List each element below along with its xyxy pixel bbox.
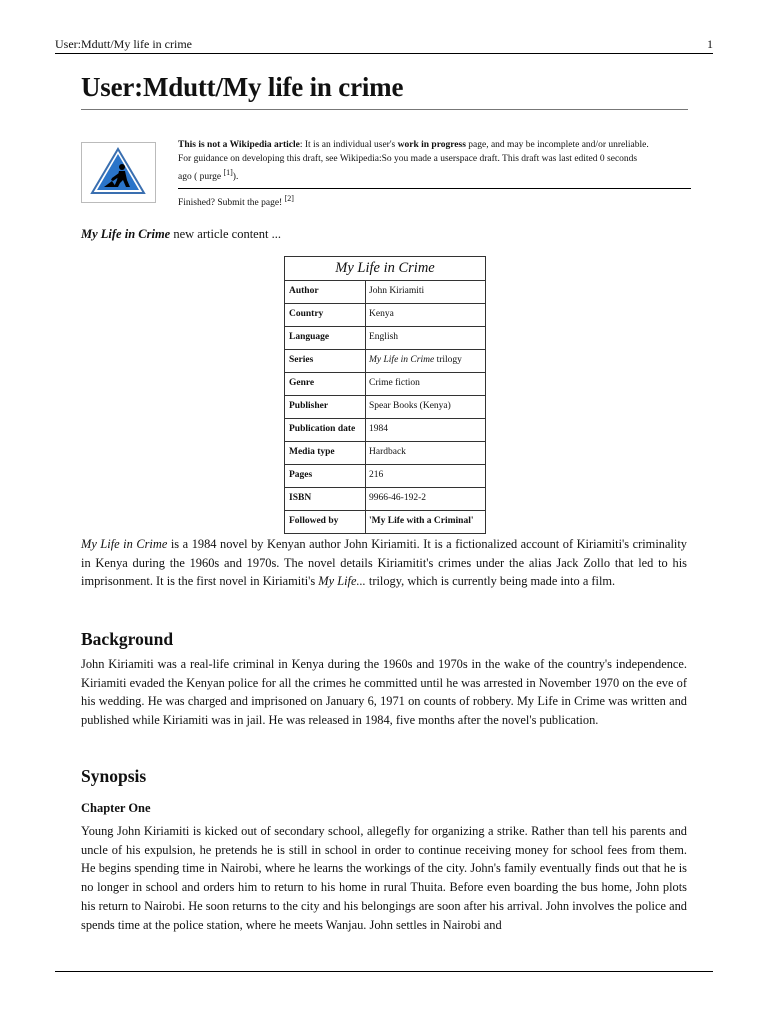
- header-divider: [55, 53, 713, 54]
- notice-divider: [178, 188, 691, 189]
- infobox-value: Crime fiction: [369, 378, 420, 388]
- lead-text-a: is a 1984 novel by Kenyan author John Kiriamiti. It is a fictionalized account of Kiriamiti's criminality in Kenya during the 1960s and 1970s. The novel details Kiriamitit's crimes under the alias Jack Zollo that led to his imprisonment. It is the first novel in Kiriamiti's: [81, 537, 687, 589]
- infobox-value: 216: [369, 470, 384, 480]
- infobox-label: Author: [285, 281, 366, 303]
- infobox-row-series: [285, 350, 485, 373]
- infobox-row-media-type: [285, 442, 485, 465]
- infobox-series-suffix: trilogy: [434, 355, 462, 365]
- infobox-label: Publisher: [285, 396, 366, 418]
- page-title: User:Mdutt/My life in crime: [81, 72, 404, 102]
- background-paragraph: John Kiriamiti was a real-life criminal in Kenya during the 1960s and 1970s in the wake of the country's independence. Kiriamiti evaded the Kenyan police for all the crimes he committed until he was arrested in November 1970 on the eve of his wedding. He was charged and imprisoned on January 6, 1971 on counts of robbery. My Life in Crime was written and published while Kiriamiti was in jail. He was released in 1984, five months after the novel's publication.: [81, 657, 687, 728]
- notice-wip: work in progress: [397, 140, 466, 150]
- infobox-row-genre: [285, 373, 485, 396]
- infobox-value: 9966-46-192-2: [369, 493, 426, 503]
- infobox-value: English: [369, 332, 399, 342]
- infobox-label: Media type: [285, 442, 366, 464]
- ref-2-link[interactable]: [2]: [284, 194, 294, 203]
- infobox-label: Followed by: [285, 511, 366, 533]
- footer-divider: [55, 971, 713, 972]
- infobox-caption: My Life in Crime: [285, 257, 485, 281]
- infobox-label: Publication date: [285, 419, 366, 441]
- notice-text-b: page, and may be incomplete and/or unreliable.: [465, 140, 649, 150]
- infobox-row-pages: [285, 465, 485, 488]
- infobox-value: John Kiriamiti: [369, 286, 425, 296]
- intro-line: [81, 227, 281, 242]
- notice-line3-a: ago ( purge: [178, 172, 224, 183]
- infobox-value: Hardback: [369, 447, 406, 457]
- infobox-label: Series: [285, 350, 366, 372]
- infobox-label: Country: [285, 304, 366, 326]
- construction-worker-warning-icon: [81, 142, 156, 203]
- page-number: 1: [707, 37, 713, 51]
- notice-bold-lead: This is not a Wikipedia article: [178, 140, 300, 150]
- userspace-notice: [178, 138, 693, 184]
- infobox-row-followed-by: [285, 511, 485, 533]
- intro-rest: new article content ...: [170, 227, 281, 241]
- infobox-label: Language: [285, 327, 366, 349]
- synopsis-heading: Synopsis: [81, 766, 147, 786]
- chapter-one-heading: Chapter One: [81, 801, 151, 815]
- lead-paragraph: [81, 535, 687, 591]
- infobox-series-title: My Life in Crime: [369, 355, 435, 365]
- infobox-value: 'My Life with a Criminal': [369, 516, 474, 526]
- lead-title: My Life in Crime: [81, 537, 168, 551]
- notice-line-1: [178, 138, 693, 152]
- infobox-row-publication-date: [285, 419, 485, 442]
- notice-line3-b: ).: [232, 172, 239, 183]
- background-heading: Background: [81, 629, 174, 649]
- submit-prompt-text: Finished? Submit the page!: [178, 198, 285, 209]
- book-infobox: [284, 256, 486, 534]
- infobox-value: Kenya: [369, 309, 394, 319]
- notice-text-a: : It is an individual user's: [299, 140, 398, 150]
- infobox-row-author: [285, 281, 485, 304]
- submit-prompt: [178, 194, 294, 208]
- running-header-title: User:Mdutt/My life in crime: [55, 37, 192, 51]
- lead-series: My Life...: [318, 574, 366, 589]
- infobox-row-language: [285, 327, 485, 350]
- notice-line-3: [178, 166, 693, 184]
- infobox-label: Pages: [285, 465, 366, 487]
- infobox-row-country: [285, 304, 485, 327]
- running-header: [55, 37, 713, 53]
- infobox-value: Spear Books (Kenya): [369, 401, 451, 411]
- notice-line-2: For guidance on developing this draft, see Wikipedia:So you made a userspace draft. This draft was last edited 0 seconds: [178, 154, 638, 164]
- infobox-value: [366, 350, 462, 372]
- lead-text-b: trilogy, which is currently being made into a film.: [365, 574, 616, 589]
- infobox-value: 1984: [369, 424, 388, 434]
- infobox-row-publisher: [285, 396, 485, 419]
- synopsis-paragraph: Young John Kiriamiti is kicked out of secondary school, allegefly for organizing a strike. Rather than tell his parents and uncle of his expulsion, he pretends he is still in school in order to continue receiving money for school fees from them. He begins spending time in Nairobi, where he learns the workings of the city. John's family eventually finds out that he is no longer in school and orders him to return to his home in rural Thuita. Before even boarding the bus home, John plots his return to Nairobi. He soon returns to the city and his belongings are soon after his arrival. John involves the police and spends time at the police station, where he meets Wanjau. John settles in Nairobi and: [81, 824, 687, 932]
- infobox-label: Genre: [285, 373, 366, 395]
- ref-1-link[interactable]: [1]: [223, 168, 233, 177]
- intro-title: My Life in Crime: [81, 227, 171, 241]
- infobox-label: ISBN: [285, 488, 366, 510]
- infobox-row-isbn: [285, 488, 485, 511]
- title-divider: [81, 109, 688, 110]
